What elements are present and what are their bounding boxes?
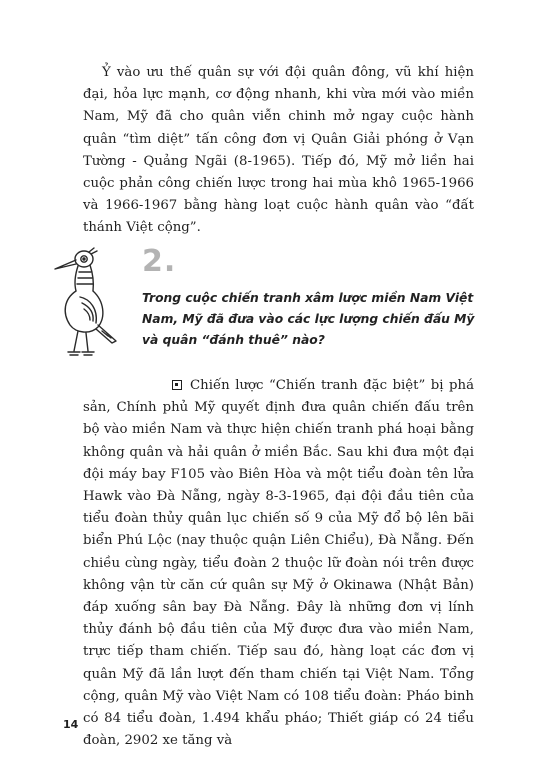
question-number: 2. [142,244,177,279]
page-number: 14 [63,718,79,731]
question-heading: Trong cuộc chiến tranh xâm lược miền Nam Việt Nam, Mỹ đã đưa vào các lực lượng chiến đấu Mỹ và quân “đánh thuê” nào? [142,291,475,347]
answer-text: Chiến lược “Chiến tranh đặc biệt” bị phá sản, Chính phủ Mỹ quyết định đưa quân chiến đấu trên bộ vào miền Nam và thực hiện chiến tranh phá hoại bằng không quân và hải quân ở miền Bắc. Sau khi đưa một đại đội máy bay F105 vào Biên Hòa và một tiểu đoàn tên lửa Hawk vào Đà Nẵng, ngày 8-3-1965, đại đội đầu tiên của tiểu đoàn thủy quân lục chiến số 9 của Mỹ đổ bộ lên bãi biển Phú Lộc (nay thuộc quận Liên Chiểu), Đà Nẵng. Đến chiều cùng ngày, tiểu đoàn 2 thuộc lữ đoàn nói trên được không vận từ căn cứ quân sự Mỹ ở Okinawa (Nhật Bản) đáp xuống sân bay Đà Nẵng. Đây là những đơn vị lính thủy đánh bộ đầu tiên của Mỹ được đưa vào miền Nam, trực tiếp tham chiến. Tiếp sau đó, hàng loạt các đơn vị quân Mỹ đã lần lượt đến tham chiến tại Việt Nam. Tổng cộng, quân Mỹ vào Việt Nam có 108 tiểu đoàn: Pháo binh có 84 tiểu đoàn, 1.494 khẩu pháo; Thiết giáp có 24 tiểu đoàn, 2902 xe tăng và [83,378,474,749]
square-bullet-icon [172,380,182,390]
answer-paragraph [83,375,474,752]
bird-illustration-icon [50,247,122,359]
intro-paragraph: Ỷ vào ưu thế quân sự với đội quân đông, vũ khí hiện đại, hỏa lực mạnh, cơ động nhanh, khi vừa mới vào miền Nam, Mỹ đã cho quân viễn chinh mở ngay cuộc hành quân “tìm diệt” tấn công đơn vị Quân Giải phóng ở Vạn Tường - Quảng Ngãi (8-1965). Tiếp đó, Mỹ mở liền hai cuộc phản công chiến lược trong hai mùa khô 1965-1966 và 1966-1967 bằng hàng loạt cuộc hành quân vào “đất thánh Việt cộng”. [83,65,474,236]
